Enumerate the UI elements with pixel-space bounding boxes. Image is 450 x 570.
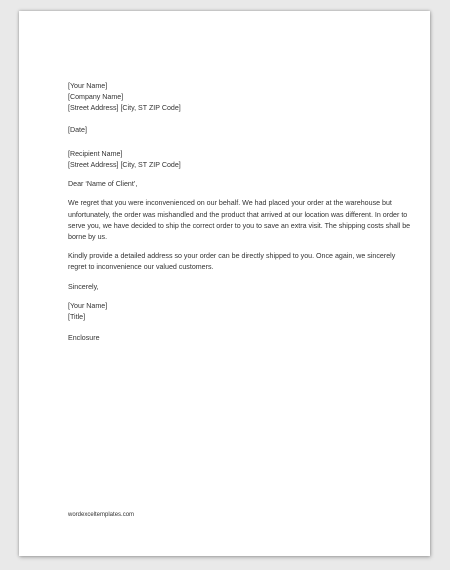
- body-paragraph-1: We regret that you were inconvenienced on our behalf. We had placed your order at the warehouse but unfortunately, the order was mishandled and the product that arrived at our location was different. In order to serve you, we have decided to ship the correct order to you to save an extra visit. The shipping costs shall be borne by us.: [68, 199, 411, 242]
- footer-website: wordexceltemplates.com: [68, 512, 135, 518]
- salutation: Dear ‘Name of Client’,: [68, 180, 138, 189]
- recipient-block: [68, 149, 413, 171]
- sender-block: [68, 81, 413, 115]
- body-paragraph-2: Kindly provide a detailed address so your order can be directly shipped to you. Once again, we sincerely regret to inconvenience our valued customers.: [68, 252, 396, 272]
- signature-block: [68, 301, 413, 323]
- letter-date: [Date]: [68, 125, 87, 134]
- sender-name: [Your Name]: [68, 82, 108, 90]
- closing: Sincerely,: [68, 282, 99, 291]
- sender-company: [Company Name]: [68, 93, 124, 102]
- sender-address: [Street Address] [City, ST ZIP Code]: [68, 104, 181, 113]
- recipient-address: [Street Address] [City, ST ZIP Code]: [68, 161, 181, 170]
- letter-page: [19, 11, 430, 556]
- recipient-name: [Recipient Name]: [68, 149, 123, 158]
- signature-title: [Title]: [68, 313, 86, 322]
- signature-name: [Your Name]: [68, 301, 108, 310]
- enclosure-note: Enclosure: [68, 334, 100, 343]
- letter-content: [68, 81, 413, 344]
